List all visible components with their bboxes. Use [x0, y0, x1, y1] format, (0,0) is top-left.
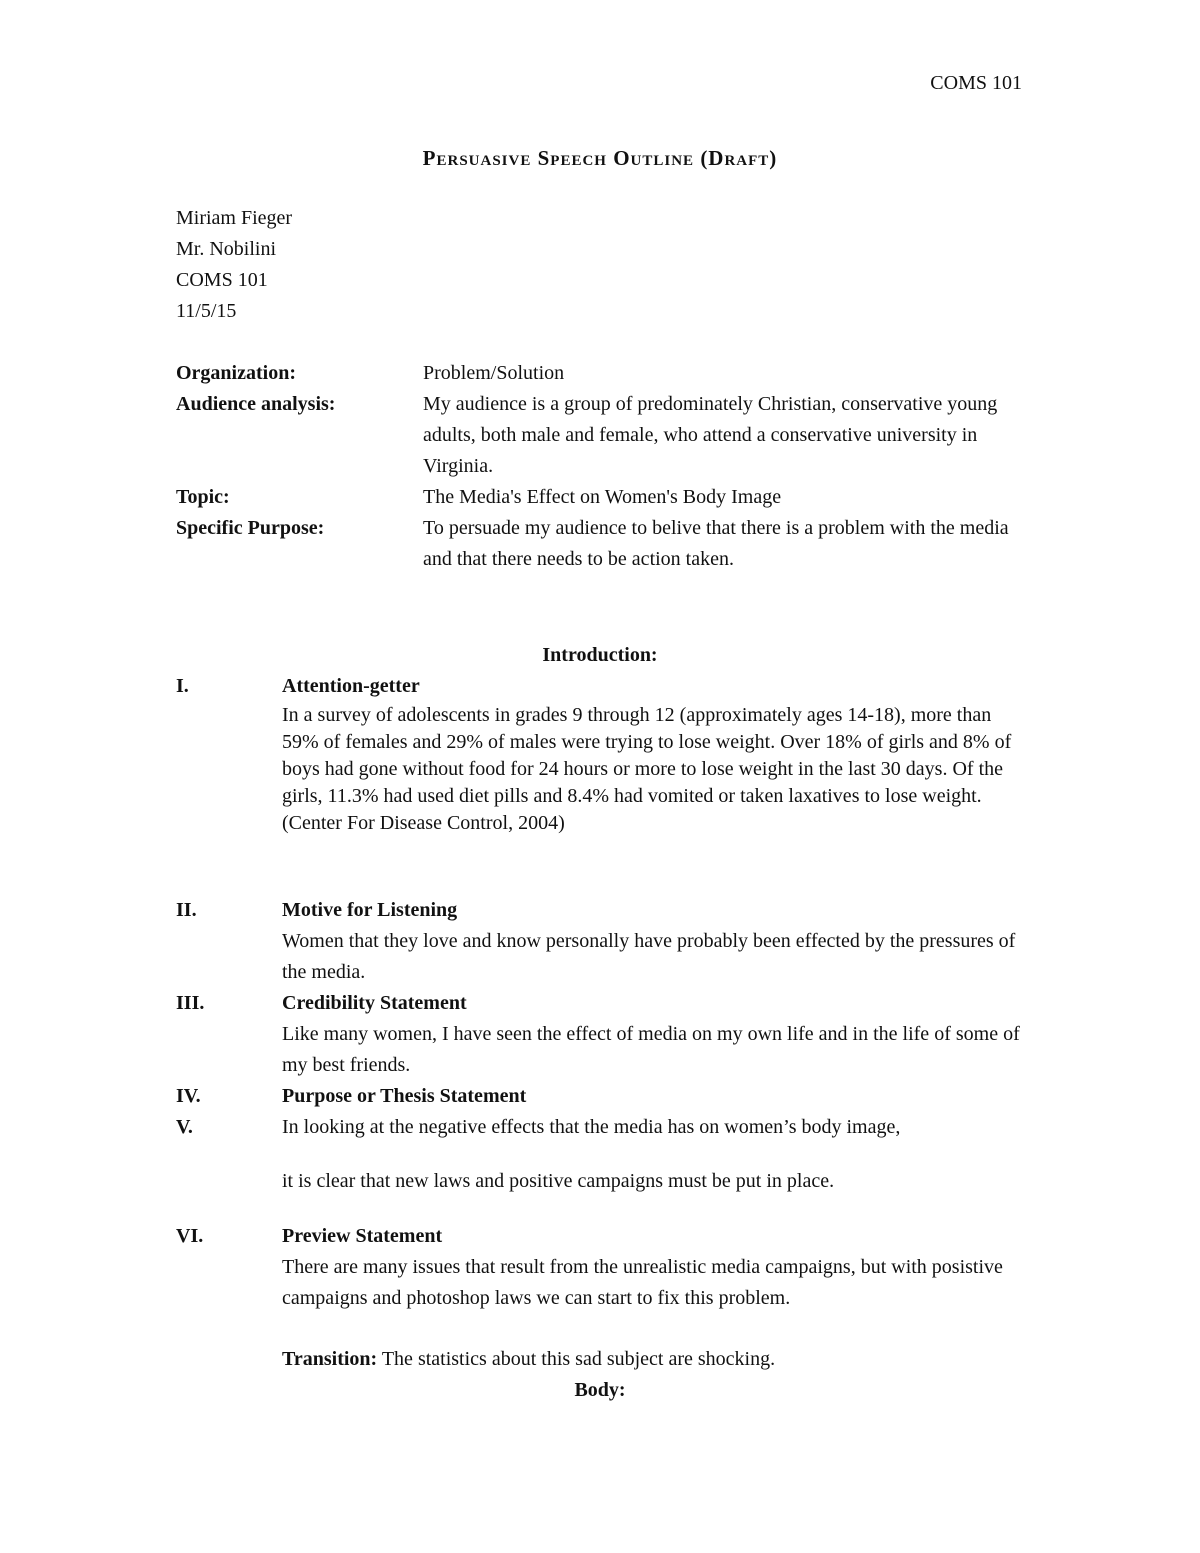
topic-value: The Media's Effect on Women's Body Image — [423, 486, 782, 508]
organization-value: Problem/Solution — [423, 362, 565, 384]
outline-item-motive — [176, 895, 1036, 988]
audience-label: Audience analysis: — [176, 393, 336, 415]
document-title: Persuasive Speech Outline (Draft) — [422, 146, 778, 170]
speech-meta — [176, 358, 1036, 575]
outline-heading: Preview Statement — [282, 1225, 443, 1247]
outline-numeral: V. — [176, 1116, 193, 1138]
student-name: Miriam Fieger — [176, 207, 293, 229]
transition-label: Transition: — [282, 1348, 378, 1370]
topic-label: Topic: — [176, 486, 230, 508]
outline-heading: Motive for Listening — [282, 899, 458, 921]
purpose-label: Specific Purpose: — [176, 517, 325, 539]
outline-text: There are many issues that result from the unrealistic media campaigns, but with posistive campaigns and photoshop laws we can start to fix this problem. — [282, 1256, 1003, 1309]
instructor-name: Mr. Nobilini — [176, 238, 277, 260]
outline-heading: Purpose or Thesis Statement — [282, 1085, 527, 1107]
meta-row-purpose — [176, 513, 1036, 575]
outline-item-thesis — [176, 1081, 1036, 1112]
outline-text: Women that they love and know personally have probably been effected by the pressures of the media. — [282, 930, 1016, 983]
introduction-heading: Introduction: — [542, 644, 658, 666]
transition-text: The statistics about this sad subject are shocking. — [381, 1348, 776, 1370]
outline-heading: Credibility Statement — [282, 992, 467, 1014]
organization-label: Organization: — [176, 362, 296, 384]
outline-heading: Attention-getter — [282, 675, 420, 697]
outline-numeral: IV. — [176, 1085, 201, 1107]
outline-text: In a survey of adolescents in grades 9 through 12 (approximately ages 14-18), more than 59% of females and 29% of males were trying to lose weight. Over 18% of girls and 8% of boys had gone without food for 24 hours or more to lose weight in the last 30 days. Of the girls, 11.3% had used diet pills and 8.4% had vomited or taken laxatives to lose weight. (Center For Disease Control, 2004) — [282, 704, 1012, 834]
author-block — [176, 203, 292, 327]
purpose-value: To persuade my audience to belive that there is a problem with the media and that there needs to be action taken. — [423, 517, 1009, 570]
meta-row-topic — [176, 482, 1036, 513]
document-date: 11/5/15 — [176, 300, 237, 322]
outline-item-thesis-text — [176, 1112, 1036, 1197]
outline-numeral: III. — [176, 992, 205, 1014]
outline-item-preview — [176, 1221, 1036, 1314]
outline-text: it is clear that new laws and positive campaigns must be put in place. — [282, 1170, 835, 1192]
body-heading: Body: — [574, 1379, 626, 1401]
outline-heading: In looking at the negative effects that the media has on women’s body image, — [282, 1116, 901, 1138]
course-name: COMS 101 — [176, 269, 268, 291]
page-header-course: COMS 101 — [930, 72, 1022, 94]
meta-row-organization — [176, 358, 1036, 389]
outline-item-attention-getter — [176, 671, 1036, 837]
outline-numeral: II. — [176, 899, 197, 921]
meta-row-audience — [176, 389, 1036, 482]
transition-line — [282, 1344, 775, 1375]
audience-value: My audience is a group of predominately Christian, conservative young adults, both male and female, who attend a conservative university in Virginia. — [423, 393, 998, 477]
outline-numeral: VI. — [176, 1225, 204, 1247]
outline-text: Like many women, I have seen the effect of media on my own life and in the life of some of my best friends. — [282, 1023, 1020, 1076]
outline-item-credibility — [176, 988, 1036, 1081]
outline-numeral: I. — [176, 675, 189, 697]
